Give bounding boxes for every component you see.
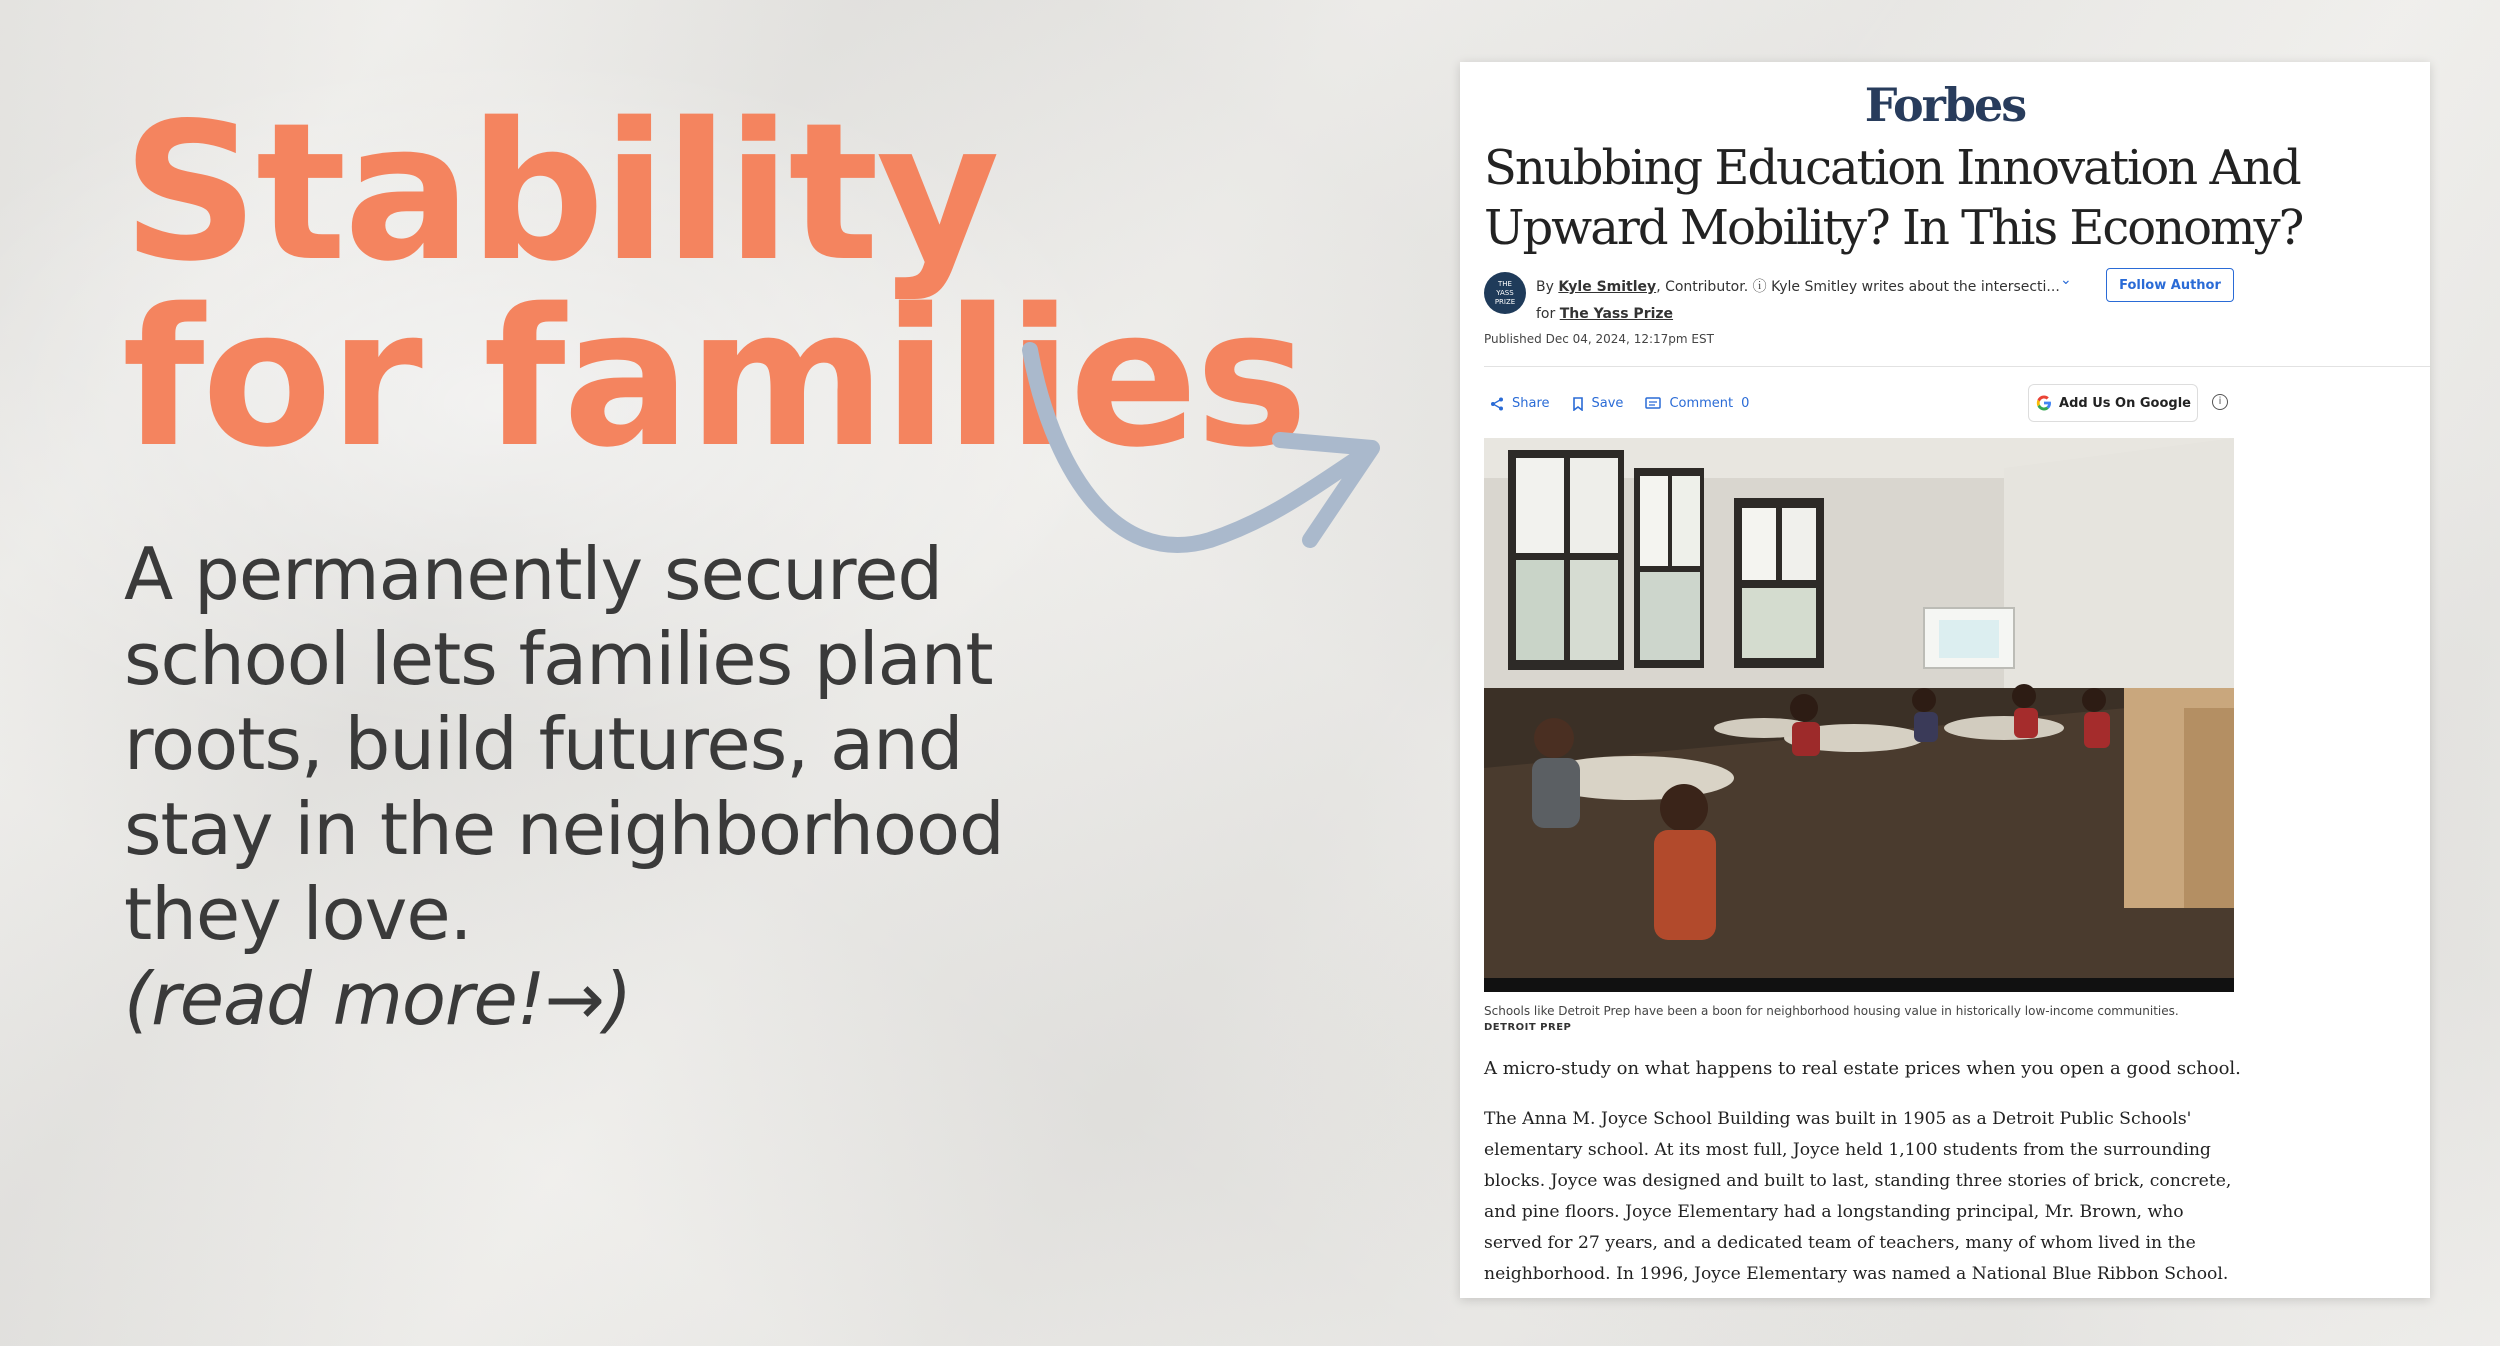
share-icon	[1490, 397, 1504, 411]
slide-headline: Stability for families	[122, 82, 1306, 489]
byline	[1536, 274, 2096, 328]
comment-count: 0	[1741, 396, 1750, 411]
author-avatar[interactable]	[1484, 272, 1526, 314]
photo-caption: Schools like Detroit Prep have been a boon for neighborhood housing value in historically low-income communities.	[1484, 1004, 2179, 1018]
save-button[interactable]	[1572, 396, 1624, 411]
publication-link[interactable]: The Yass Prize	[1559, 306, 1674, 322]
slide-body-text: A permanently secured school lets families plant roots, build futures, and stay in the neighborhood they love.	[124, 532, 1004, 956]
forbes-logo[interactable]: Forbes	[1864, 78, 2026, 132]
byline-description: Kyle Smitley writes about the intersecti...	[1771, 279, 2060, 295]
article-title: Snubbing Education Innovation And Upward Mobility? In This Economy?	[1484, 140, 2303, 256]
google-label: Add Us On Google	[2059, 395, 2191, 411]
photo-credit: DETROIT PREP	[1484, 1022, 1572, 1033]
article-lede: A micro-study on what happens to real estate prices when you open a good school.	[1484, 1058, 2241, 1079]
article-actions	[1490, 396, 1749, 411]
article-paragraph: The Anna M. Joyce School Building was built in 1905 as a Detroit Public Schools' elementary school. At its most full, Joyce held 1,100 students from the surrounding blocks. Joyce was designed and built to last, standing three stories of brick, concrete, and pine floors. Joyce Elementary had a longstanding principal, Mr. Brown, who served for 27 years, and a dedicated team of teachers, many of whom lived in the neighborhood. In 1996, Joyce Elementary was named a National Blue Ribbon School.	[1484, 1109, 2232, 1284]
share-button[interactable]	[1490, 396, 1550, 411]
share-label: Share	[1512, 396, 1550, 411]
add-us-on-google-button[interactable]	[2028, 384, 2198, 422]
curved-arrow-icon	[1010, 340, 1390, 600]
info-icon[interactable]: i	[2212, 394, 2228, 410]
classroom-photo	[1484, 438, 2234, 992]
info-circle-icon: ⓘ	[1752, 279, 1772, 295]
byline-prefix: By	[1536, 279, 1559, 295]
slide-body	[124, 532, 1024, 1042]
byline-role: , Contributor.	[1656, 279, 1753, 295]
comment-label: Comment	[1669, 396, 1734, 411]
published-date: Published Dec 04, 2024, 12:17pm EST	[1484, 332, 1714, 346]
article-screenshot[interactable]	[1460, 62, 2430, 1298]
read-more-link[interactable]: (read more!→)	[124, 957, 632, 1041]
chevron-down-icon[interactable]: ⌄	[2060, 272, 2072, 288]
byline-for: for	[1536, 306, 1560, 322]
divider	[1484, 366, 2430, 367]
comment-button[interactable]	[1645, 396, 1749, 411]
comment-icon	[1645, 397, 1661, 411]
author-link[interactable]: Kyle Smitley	[1558, 279, 1657, 295]
save-label: Save	[1591, 396, 1624, 411]
google-icon	[2035, 394, 2053, 412]
avatar-text: THE YASS PRIZE	[1494, 279, 1516, 306]
follow-author-button[interactable]: Follow Author	[2106, 268, 2234, 302]
bookmark-icon	[1572, 397, 1584, 411]
